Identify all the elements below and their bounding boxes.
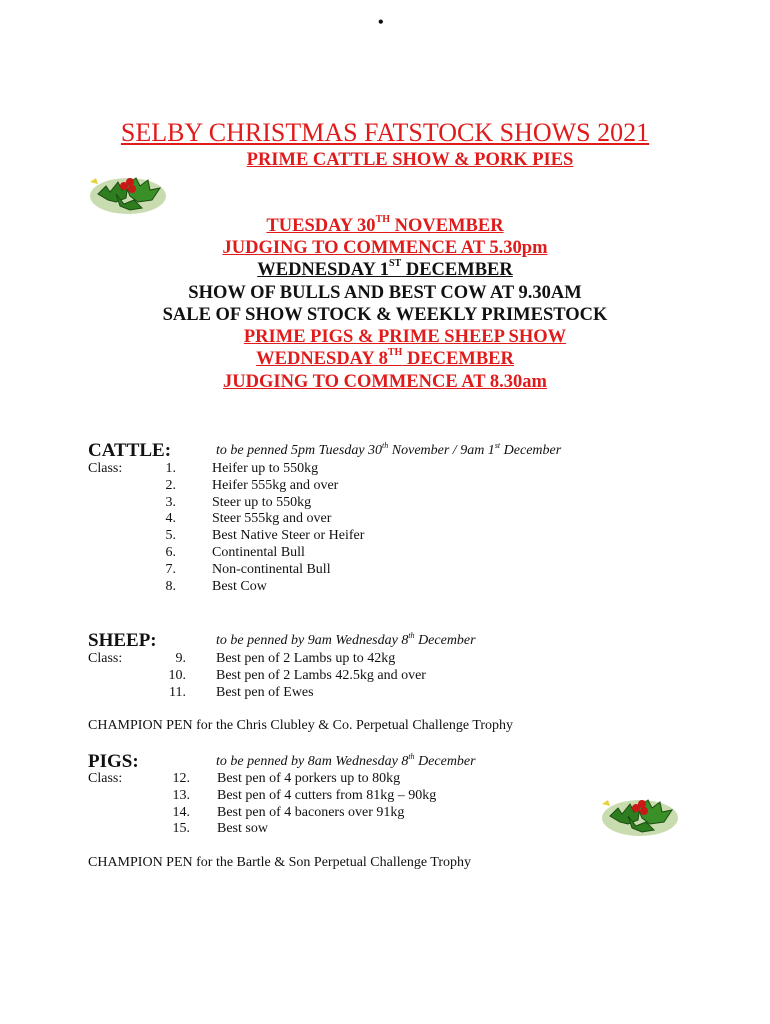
sale-line: SALE OF SHOW STOCK & WEEKLY PRIMESTOCK — [162, 305, 608, 325]
holly-icon-right — [598, 786, 682, 838]
top-mark: • — [378, 14, 384, 31]
class-description: Best pen of 4 porkers up to 80kg — [217, 771, 401, 786]
class-number: 8. — [165, 578, 176, 594]
class-number: 13. — [172, 787, 190, 803]
class-number: 15. — [172, 821, 190, 837]
class-description: Best pen of 2 Lambs 42.5kg and over — [216, 667, 426, 683]
class-description: Heifer 555kg and over — [212, 477, 339, 493]
sheep-champion-line: CHAMPION PEN for the Chris Clubley & Co. Perpetual Challenge Trophy — [88, 718, 514, 733]
judging-time-1: JUDGING TO COMMENCE AT 5.30pm — [222, 238, 548, 258]
show-of-bulls: SHOW OF BULLS AND BEST COW AT 9.30AM — [188, 283, 582, 303]
class-number: 14. — [172, 804, 190, 820]
class-number: 3. — [165, 494, 176, 510]
class-description: Steer 555kg and over — [212, 511, 332, 527]
page-title: SELBY CHRISTMAS FATSTOCK SHOWS 2021 — [120, 118, 650, 147]
sheep-penning-note: to be penned by 9am Wednesday 8th December — [216, 631, 476, 648]
sheep-heading: SHEEP: — [88, 630, 157, 651]
class-description: Non-continental Bull — [212, 561, 331, 577]
class-number: 12. — [172, 771, 190, 786]
pigs-penning-note: to be penned by 8am Wednesday 8th December — [216, 752, 476, 769]
class-number: 7. — [165, 561, 176, 577]
class-description: Best pen of Ewes — [216, 684, 314, 700]
class-description: Heifer up to 550kg — [212, 461, 319, 476]
class-number: 9. — [175, 651, 186, 666]
subtitle: PRIME CATTLE SHOW & PORK PIES — [246, 150, 574, 170]
class-number: 2. — [165, 477, 176, 493]
class-number: 10. — [168, 667, 186, 683]
class-description: Continental Bull — [212, 545, 305, 560]
class-description: Best pen of 4 cutters from 81kg – 90kg — [217, 787, 437, 803]
class-description: Best sow — [217, 821, 268, 837]
class-description: Best Native Steer or Heifer — [212, 528, 365, 544]
pigs-class-label: Class: — [88, 771, 123, 786]
pigs-heading: PIGS: — [88, 751, 139, 772]
wednesday-1-date: WEDNESDAY 1ST DECEMBER — [257, 258, 513, 280]
class-description: Steer up to 550kg — [212, 494, 312, 510]
class-description: Best Cow — [212, 578, 267, 594]
tuesday-date: TUESDAY 30TH NOVEMBER — [266, 214, 504, 236]
class-number: 11. — [169, 684, 186, 700]
pigs-sheep-show: PRIME PIGS & PRIME SHEEP SHOW — [243, 327, 567, 347]
cattle-heading: CATTLE: — [88, 440, 172, 461]
holly-icon — [86, 164, 170, 216]
class-number: 1. — [165, 461, 176, 476]
sheep-class-label: Class: — [88, 651, 123, 666]
cattle-class-label: Class: — [88, 461, 123, 476]
pigs-champion-line: CHAMPION PEN for the Bartle & Son Perpetual Challenge Trophy — [88, 855, 472, 870]
cattle-penning-note: to be penned 5pm Tuesday 30th November / 9am 1st December — [216, 441, 562, 458]
class-description: Best pen of 2 Lambs up to 42kg — [216, 651, 396, 666]
class-number: 6. — [165, 545, 176, 560]
judging-time-2: JUDGING TO COMMENCE AT 8.30am — [223, 372, 547, 392]
class-description: Best pen of 4 baconers over 91kg — [217, 804, 405, 820]
wednesday-8-date: WEDNESDAY 8TH DECEMBER — [256, 347, 514, 369]
class-number: 4. — [165, 511, 176, 527]
class-number: 5. — [165, 528, 176, 544]
